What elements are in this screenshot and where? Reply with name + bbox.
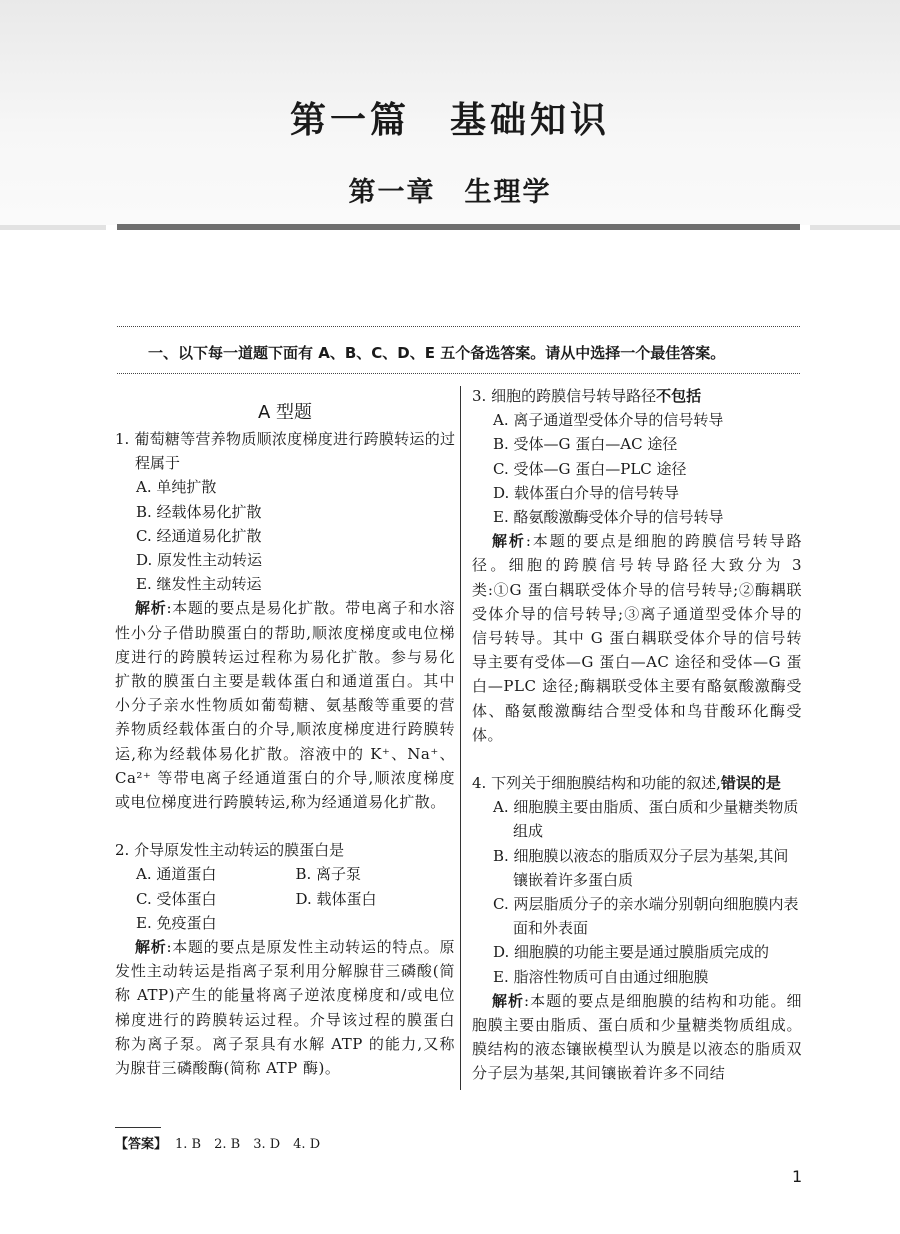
analysis — [472, 529, 802, 747]
option: B. 细胞膜以液态的脂质双分子层为基架,其间镶嵌着许多蛋白质 — [493, 846, 789, 889]
option: E. 继发性主动转运 — [136, 575, 262, 594]
analysis-label: 解析 — [135, 599, 167, 618]
option: A. 通道蛋白 — [136, 865, 217, 884]
question-2 — [115, 838, 455, 1080]
option: C. 两层脂质分子的亲水端分别朝向细胞膜内表面和外表面 — [493, 895, 799, 938]
question-3 — [472, 384, 802, 747]
analysis — [472, 989, 802, 1086]
chapter-divider — [117, 224, 800, 230]
instruction: 一、以下每一道题下面有 A、B、C、D、E 五个备选答案。请从中选择一个最佳答案。 — [148, 344, 726, 362]
option: B. 经载体易化扩散 — [136, 502, 262, 521]
option: C. 受体蛋白 — [136, 889, 217, 908]
dotted-rule — [117, 326, 800, 327]
analysis — [115, 935, 455, 1080]
question-stem — [472, 384, 802, 408]
answer-label: 【答案】 — [115, 1137, 168, 1152]
answer-text: 1. B 2. B 3. D 4. D — [175, 1137, 321, 1152]
column-divider — [460, 386, 461, 1090]
dotted-rule — [117, 373, 800, 374]
question-1 — [115, 427, 455, 814]
option: B. 离子泵 — [295, 865, 362, 884]
page-number: 1 — [792, 1167, 803, 1186]
option: D. 载体蛋白介导的信号转导 — [493, 483, 680, 502]
right-column — [472, 384, 802, 1110]
analysis-text: :本题的要点是易化扩散。带电离子和水溶性小分子借助膜蛋白的帮助,顺浓度梯度或电位梯度进行的跨膜转运过程称为易化扩散。参与易化扩散的膜蛋白主要是载体蛋白和通道蛋白。其中小分子亲水性物质如葡萄糖、氨基酸等重要的营养物质经载体蛋白的介导,顺浓度梯度进行跨膜转运,称为经载体易化扩散。溶液中的 K⁺、Na⁺、Ca²⁺ 等带电离子经通道蛋白的介导,顺浓度梯度或电位梯度进行跨膜转运,称为经通道易化扩散。 — [115, 599, 455, 812]
answer-key — [115, 1133, 320, 1152]
stem-text: 4. 下列关于细胞膜结构和功能的叙述, — [472, 774, 721, 793]
question-stem — [472, 771, 802, 795]
option: E. 酪氨酸激酶受体介导的信号转导 — [493, 508, 724, 527]
analysis — [115, 596, 455, 814]
analysis-label: 解析 — [135, 938, 167, 957]
option: A. 离子通道型受体介导的信号转导 — [493, 411, 724, 430]
option: B. 受体—G 蛋白—AC 途径 — [493, 435, 678, 454]
question-stem: 1. 葡萄糖等营养物质顺浓度梯度进行跨膜转运的过程属于 — [115, 430, 455, 473]
left-column — [115, 398, 455, 1104]
chapter-title: 第一章 生理学 — [348, 177, 552, 208]
question-4 — [472, 771, 802, 1086]
option: D. 细胞膜的功能主要是通过膜脂质完成的 — [493, 943, 770, 962]
option: E. 免疫蛋白 — [136, 913, 217, 932]
stem-text: 3. 细胞的跨膜信号转导路径 — [472, 387, 657, 405]
option: E. 脂溶性物质可自由通过细胞膜 — [493, 967, 709, 986]
option: A. 单纯扩散 — [136, 478, 217, 497]
question-stem: 2. 介导原发性主动转运的膜蛋白是 — [115, 841, 345, 860]
option: A. 细胞膜主要由脂质、蛋白质和少量糖类物质组成 — [493, 798, 799, 841]
option: D. 原发性主动转运 — [136, 551, 263, 570]
option: C. 受体—G 蛋白—PLC 途径 — [493, 459, 687, 478]
analysis-label: 解析 — [492, 991, 525, 1010]
analysis-text: :本题的要点是细胞的跨膜信号转导路径。细胞的跨膜信号转导路径大致分为 3 类:①G 蛋白耦联受体介导的信号转导;②酶耦联受体介导的信号转导;③离子通道型受体介导的信号转导。其中 G 蛋白耦联受体介导的信号转导主要有受体—G 蛋白—AC 途径和受体—G 蛋白—PLC 途径;酶耦联受体主要有酪氨酸激酶受体、酪氨酸激酶结合型受体和鸟苷酸环化酶受体。 — [472, 532, 802, 744]
part-title: 第一篇 基础知识 — [289, 100, 610, 141]
analysis-label: 解析 — [492, 532, 526, 551]
footnote-rule — [115, 1127, 161, 1128]
section-label: A 型题 — [257, 402, 313, 423]
divider-left — [0, 225, 106, 230]
option: C. 经通道易化扩散 — [136, 526, 262, 545]
analysis-text: :本题的要点是细胞膜的结构和功能。细胞膜主要由脂质、蛋白质和少量糖类物质组成。膜结构的液态镶嵌模型认为膜是以液态的脂质双分子层为基架,其间镶嵌着许多不同结 — [472, 991, 802, 1083]
stem-emphasis: 不包括 — [656, 387, 702, 405]
divider-right — [810, 225, 900, 230]
stem-emphasis: 错误的是 — [720, 774, 781, 793]
analysis-text: :本题的要点是原发性主动转运的特点。原发性主动转运是指离子泵利用分解腺苷三磷酸(简称 ATP)产生的能量将离子逆浓度梯度和/或电位梯度进行的跨膜转运过程。介导该过程的膜蛋白称为离子泵。离子泵具有水解 ATP 的能力,又称为腺苷三磷酸酶(简称 ATP 酶)。 — [115, 938, 455, 1078]
option: D. 载体蛋白 — [295, 889, 377, 908]
